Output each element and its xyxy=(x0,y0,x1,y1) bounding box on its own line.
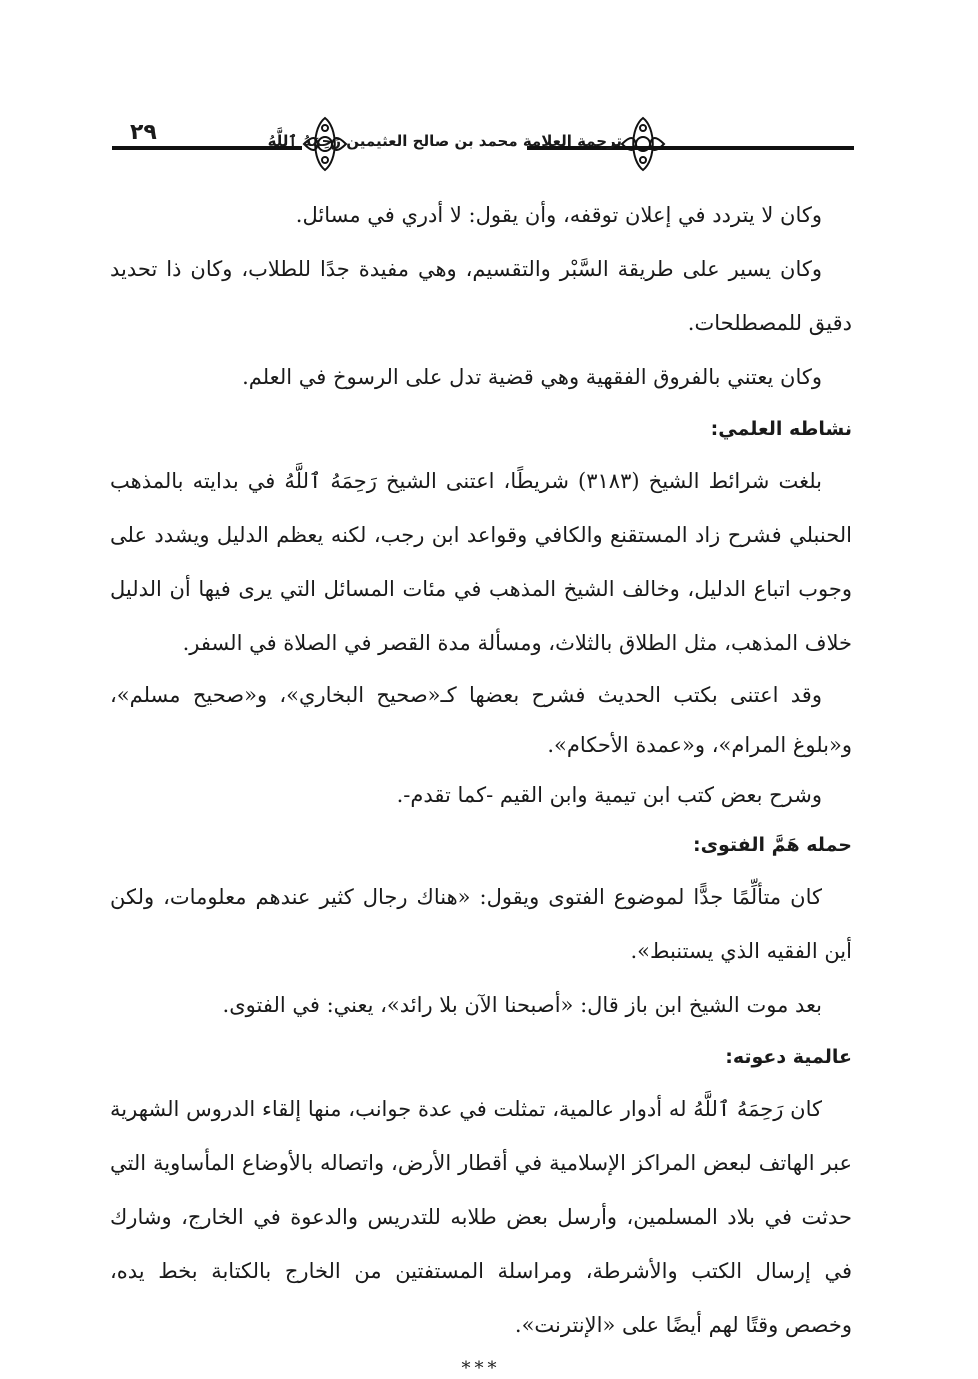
paragraph-6: وشرح بعض كتب ابن تيمية وابن القيم -كما تقدم-. xyxy=(396,783,822,807)
ornament-right-icon xyxy=(618,114,668,174)
end-mark: *** xyxy=(461,1358,501,1379)
paragraph-2: وكان يسير على طريقة السَّبْر والتقسيم، وهي مفيدة جدًا للطلاب، وكان ذا تحديد دقيق للمصطلحات. xyxy=(110,257,852,335)
running-title: ترجمة العلامة محمد بن صالح العثيمين رَحِمَهُ ٱللَّهُ xyxy=(267,132,622,150)
paragraph-4: بلغت شرائط الشيخ (٣١٨٣) شريطًا، اعتنى الشيخ رَحِمَهُ ٱللَّهُ في بدايته بالمذهب الحنبلي فشرح زاد المستقنع والكافي وقواعد ابن رجب، لكنه يعظم الدليل ويشدد على وجوب اتباع الدليل، وخالف الشيخ المذهب في مئات المسائل التي يرى فيها أن الدليل خلاف المذهب، مثل الطلاق بالثلاث، ومسألة مدة القصر في الصلاة في السفر. xyxy=(110,469,852,655)
section-heading-global-dawah: عالمية دعوته: xyxy=(725,1046,852,1068)
section-heading-scholarly-activity: نشاطه العلمي: xyxy=(710,418,852,440)
page-header xyxy=(112,112,854,182)
page-body xyxy=(110,188,852,1379)
paragraph-1: وكان لا يتردد في إعلان توقفه، وأن يقول: لا أدري في مسائل. xyxy=(295,203,822,227)
section-heading-fatwa: حمله هَمَّ الفتوى: xyxy=(692,834,852,856)
paragraph-7: كان متألِّمًا جدًّا لموضوع الفتوى ويقول: «هناك رجال كثير عندهم معلومات، ولكن أين الفقيه الذي يستنبط». xyxy=(110,885,852,963)
paragraph-5: وقد اعتنى بكتب الحديث فشرح بعضها كـ«صحيح البخاري»، و«صحيح مسلم»، و«بلوغ المرام»، و«عمدة الأحكام». xyxy=(110,683,852,757)
page-number: ٢٩ xyxy=(130,120,157,145)
paragraph-3: وكان يعتني بالفروق الفقهية وهي قضية تدل على الرسوخ في العلم. xyxy=(242,365,822,389)
paragraph-8: بعد موت الشيخ ابن باز قال: «أصبحنا الآن بلا رائد»، يعني: في الفتوى. xyxy=(222,993,822,1017)
paragraph-9: كان رَحِمَهُ ٱللَّهُ له أدوار عالمية، تمثلت في عدة جوانب، منها إلقاء الدروس الشهرية عبر الهاتف لبعض المراكز الإسلامية في أقطار الأرض، واتصاله بالأوضاع المأساوية التي حدثت في بلاد المسلمين، وأرسل بعض طلابه للتدريس والدعوة في الخارج، وشارك في إرسال الكتب والأشرطة، ومراسلة المستفتين من الخارج بالكتابة بخط يده، وخصص وقتًا لهم أيضًا على «الإنترنت». xyxy=(110,1097,852,1337)
